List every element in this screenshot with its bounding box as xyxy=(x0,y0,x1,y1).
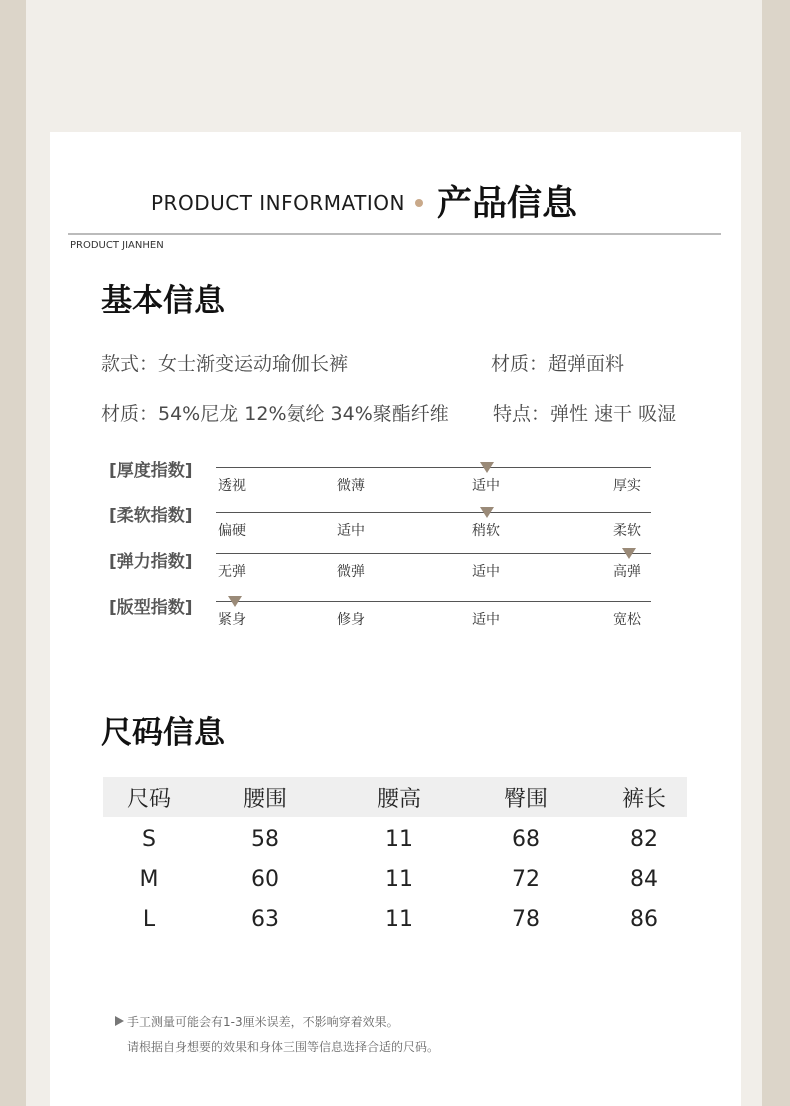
table-cell: 78 xyxy=(512,907,540,932)
index-label: [厚度指数] xyxy=(109,461,193,481)
note-line-2: 请根据自身想要的效果和身体三围等信息选择合适的尺码。 xyxy=(127,1040,440,1054)
index-option: 厚实 xyxy=(613,478,641,494)
index-marker-icon xyxy=(228,596,242,607)
index-marker-icon xyxy=(480,507,494,518)
note-line-1: 手工测量可能会有1-3厘米误差，不影响穿着效果。 xyxy=(127,1015,399,1029)
table-header-cell: 腰围 xyxy=(242,787,288,812)
header-subtitle: PRODUCT JIANHEN xyxy=(70,240,164,251)
features-text: 特点：弹性 速干 吸湿 xyxy=(493,403,677,425)
index-option: 适中 xyxy=(337,523,365,539)
table-header-cell: 臀围 xyxy=(503,787,549,812)
material-label-text: 材质：超弹面料 xyxy=(491,353,625,375)
index-option: 适中 xyxy=(472,564,500,580)
table-cell: 84 xyxy=(630,867,658,892)
table-header-cell: 尺码 xyxy=(126,787,172,812)
index-option: 微弹 xyxy=(337,564,365,580)
composition-text: 材质：54%尼龙 12%氨纶 34%聚酯纤维 xyxy=(101,403,449,425)
header-dot xyxy=(415,199,423,207)
table-header-cell: 裤长 xyxy=(621,787,667,812)
table-cell: 68 xyxy=(512,827,540,852)
index-scale-line xyxy=(216,467,651,468)
table-cell: 60 xyxy=(251,867,279,892)
right-border xyxy=(762,0,790,1106)
table-cell: 11 xyxy=(385,827,413,852)
index-option: 高弹 xyxy=(613,564,641,580)
table-cell: M xyxy=(139,867,159,892)
index-option: 无弹 xyxy=(218,564,246,580)
index-option: 适中 xyxy=(472,478,500,494)
index-option: 修身 xyxy=(337,612,365,628)
table-cell: 86 xyxy=(630,907,658,932)
left-border xyxy=(0,0,26,1106)
index-option: 柔软 xyxy=(613,523,641,539)
header-divider xyxy=(68,233,721,235)
index-option: 适中 xyxy=(472,612,500,628)
index-option: 透视 xyxy=(218,478,246,494)
basic-info-title: 基本信息 xyxy=(101,283,225,319)
index-option: 微薄 xyxy=(337,478,365,494)
play-icon xyxy=(115,1016,124,1026)
index-scale-line xyxy=(216,601,651,602)
table-cell: 82 xyxy=(630,827,658,852)
index-label: [弹力指数] xyxy=(109,552,193,572)
index-option: 宽松 xyxy=(613,612,641,628)
index-option: 偏硬 xyxy=(218,523,246,539)
table-cell: L xyxy=(142,907,156,932)
index-label: [版型指数] xyxy=(109,598,193,618)
table-cell: 11 xyxy=(385,907,413,932)
index-marker-icon xyxy=(622,548,636,559)
table-cell: 11 xyxy=(385,867,413,892)
table-header-cell: 腰高 xyxy=(376,787,422,812)
table-cell: 72 xyxy=(512,867,540,892)
table-cell: 63 xyxy=(251,907,279,932)
index-marker-icon xyxy=(480,462,494,473)
size-info-title: 尺码信息 xyxy=(101,715,225,751)
table-cell: 58 xyxy=(251,827,279,852)
index-scale-line xyxy=(216,553,651,554)
index-option: 紧身 xyxy=(218,612,246,628)
index-label: [柔软指数] xyxy=(109,506,193,526)
header-title-en: PRODUCT INFORMATION xyxy=(151,191,405,215)
header-title-cn: 产品信息 xyxy=(437,184,578,224)
index-option: 稍软 xyxy=(472,523,500,539)
style-text: 款式：女士渐变运动瑜伽长裤 xyxy=(101,353,349,375)
table-cell: S xyxy=(142,827,156,852)
index-scale-line xyxy=(216,512,651,513)
